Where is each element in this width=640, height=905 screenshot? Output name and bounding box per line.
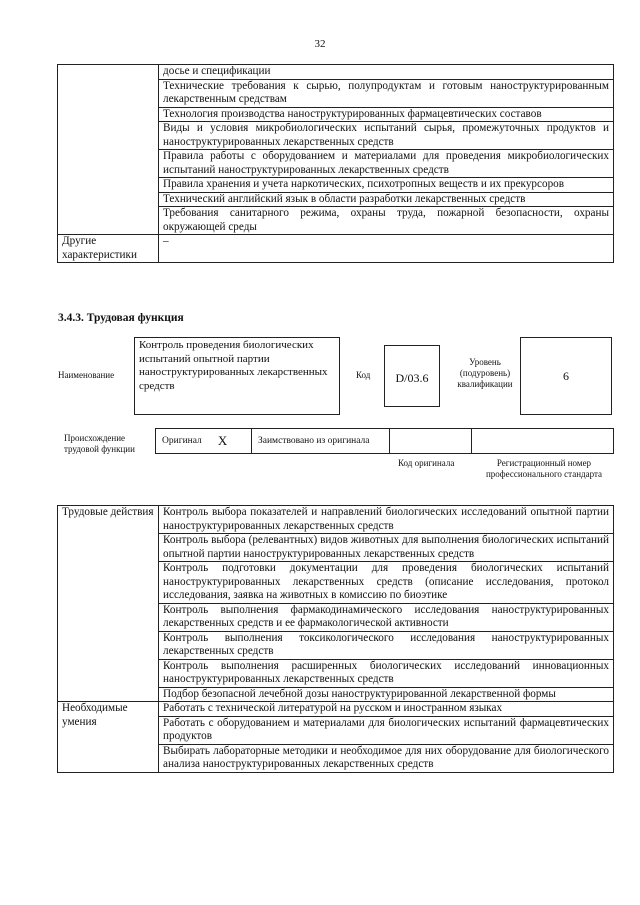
knowledge-table: [57, 64, 614, 263]
table-cell: Контроль выбора показателей и направлений биологических исследований опытной партии наноструктурированных лекарственных средств: [159, 506, 614, 534]
table-cell: Контроль выполнения расширенных биологических исследований инновационных наноструктурированных лекарственных средств: [159, 659, 614, 687]
row-label: [58, 65, 159, 235]
original-mark: X: [217, 433, 228, 448]
table-cell: Технический английский язык в области разработки лекарственных средств: [159, 192, 614, 207]
name-value: Контроль проведения биологических испытаний опытной партии наноструктурированных лекарственных средств: [134, 337, 340, 415]
table-cell: Контроль подготовки документации для проведения биологических испытаний наноструктурированных лекарственных средств (описание исследования, протокол исследования, заявка на животных в комиссию по биоэтике: [159, 562, 614, 604]
table-cell: досье и спецификации: [159, 65, 614, 80]
table-cell: Требования санитарного режима, охраны труда, пожарной безопасности, охраны окружающей среды: [159, 207, 614, 235]
origin-code-cell: [390, 429, 472, 453]
origin-borrowed-cell: [252, 429, 390, 453]
table-row: [58, 702, 614, 717]
table-cell: Правила хранения и учета наркотических, психотропных веществ и их прекурсоров: [159, 178, 614, 193]
level-label: Уровень (подуровень) квалификации: [457, 357, 513, 389]
row-label: Другие характеристики: [58, 235, 159, 263]
table-cell: Контроль выполнения токсикологического исследования наноструктурированных лекарственных средств: [159, 631, 614, 659]
table-cell: Работать с оборудованием и материалами для биологических испытаний фармацевтических продуктов: [159, 716, 614, 744]
level-value: 6: [520, 337, 612, 415]
page-number: 32: [314, 38, 326, 50]
table-cell: Технические требования к сырью, полупродуктам и готовым наноструктурированным лекарственным средствам: [159, 79, 614, 107]
table-row: [58, 235, 614, 263]
row-label: Трудовые действия: [58, 506, 159, 702]
table-cell: Контроль выбора (релевантных) видов животных для выполнения биологических испытаний опытной партии наноструктурированных лекарственных средств: [159, 534, 614, 562]
row-label: Необходимые умения: [58, 702, 159, 773]
table-cell: Работать с технической литературой на русском и иностранном языках: [159, 702, 614, 717]
original-label: Оригинал: [162, 436, 202, 446]
function-table: [57, 505, 614, 773]
table-row: [58, 506, 614, 534]
table-cell: Контроль выполнения фармакодинамического исследования наноструктурированных лекарственных средств и ее фармакологической активности: [159, 603, 614, 631]
borrowed-label: Заимствовано из оригинала: [258, 436, 370, 446]
origin-row: [155, 428, 614, 454]
origin-original-cell: [156, 429, 252, 453]
table-row: [58, 65, 614, 80]
name-label: Наименование: [58, 370, 115, 380]
table-cell: Выбирать лабораторные методики и необходимое для них оборудование для биологического анализа наноструктурированных лекарственных средств: [159, 744, 614, 772]
origin-reg-cell: [472, 429, 613, 453]
table-cell: Виды и условия микробиологических испытаний сырья, промежуточных продуктов и наноструктурированных лекарственных средств: [159, 122, 614, 150]
table-cell: Технология производства наноструктурированных фармацевтических составов: [159, 107, 614, 122]
code-original-caption: Код оригинала: [398, 458, 455, 468]
section-title: 3.4.3. Трудовая функция: [58, 312, 184, 324]
table-cell: –: [159, 235, 614, 263]
code-label: Код: [356, 370, 371, 380]
origin-label: Происхождение трудовой функции: [64, 433, 135, 454]
table-cell: Подбор безопасной лечебной дозы наноструктурированной лекарственной формы: [159, 687, 614, 702]
reg-number-caption: Регистрационный номер профессионального стандарта: [485, 458, 603, 479]
table-cell: Правила работы с оборудованием и материалами для проведения микробиологических испытаний наноструктурированных лекарственных средств: [159, 150, 614, 178]
code-value: D/03.6: [384, 345, 440, 407]
